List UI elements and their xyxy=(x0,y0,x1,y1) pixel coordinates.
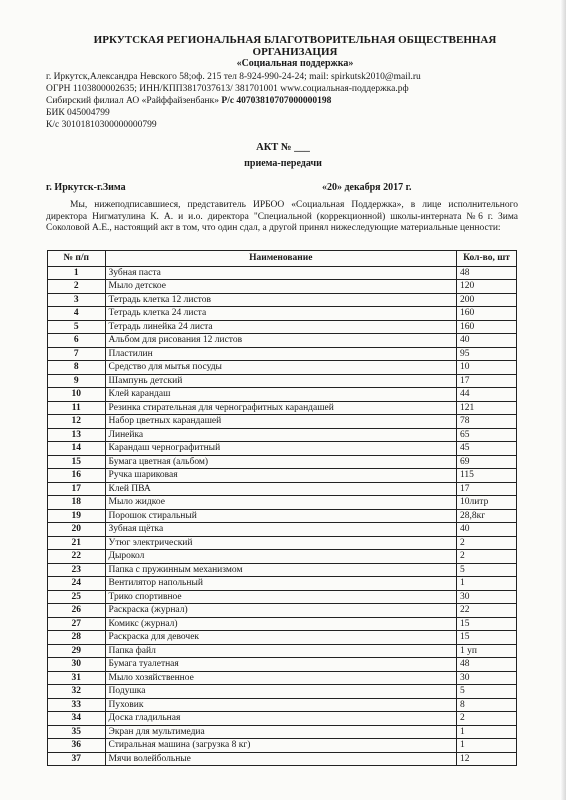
row-number: 3 xyxy=(48,293,106,307)
row-item-name: Клей ПВА xyxy=(105,482,456,496)
row-item-name: Пластилин xyxy=(105,347,456,361)
row-quantity: 45 xyxy=(456,442,516,456)
act-intro: Мы, нижеподписавшиеся, представитель ИРБОО «Социальная Поддержка», в лице исполнительного директора Нигматулина К. А. и и.о. директора "Специальной (коррекционной) школы-интерната №6 г. Зима Соколовой А.Е., настоящий акт в том, что один сдал, а другой принял нижеследующие материальные ценности: xyxy=(46,200,518,233)
act-subtitle: приема-передачи xyxy=(244,158,322,169)
row-item-name: Раскраска для девочек xyxy=(105,631,456,645)
row-quantity: 17 xyxy=(456,482,516,496)
row-number: 32 xyxy=(48,685,106,699)
row-item-name: Трико спортивное xyxy=(105,590,456,604)
org-name xyxy=(40,34,550,58)
row-quantity: 15 xyxy=(456,617,516,631)
row-item-name: Тетрадь клетка 24 листа xyxy=(105,307,456,321)
row-quantity: 40 xyxy=(456,523,516,537)
row-number: 11 xyxy=(48,401,106,415)
row-number: 5 xyxy=(48,320,106,334)
row-quantity: 22 xyxy=(456,604,516,618)
row-number: 26 xyxy=(48,604,106,618)
row-item-name: Линейка xyxy=(105,428,456,442)
act-date: «20» декабря 2017 г. xyxy=(322,182,412,193)
org-corr-account: К/с 30101810300000000799 xyxy=(46,120,157,130)
row-number: 36 xyxy=(48,739,106,753)
table-header-row xyxy=(48,251,517,267)
row-quantity: 1 xyxy=(456,739,516,753)
table-row xyxy=(48,658,517,672)
table-row xyxy=(48,482,517,496)
header-quantity: Кол-во, шт xyxy=(456,251,516,267)
row-item-name: Бумага туалетная xyxy=(105,658,456,672)
row-quantity: 2 xyxy=(456,712,516,726)
table-row xyxy=(48,401,517,415)
table-row xyxy=(48,442,517,456)
row-quantity: 40 xyxy=(456,334,516,348)
row-number: 31 xyxy=(48,671,106,685)
row-item-name: Утюг электрический xyxy=(105,536,456,550)
table-row xyxy=(48,523,517,537)
row-quantity: 5 xyxy=(456,685,516,699)
row-item-name: Папка файл xyxy=(105,644,456,658)
row-quantity: 17 xyxy=(456,374,516,388)
table-row xyxy=(48,725,517,739)
row-quantity: 65 xyxy=(456,428,516,442)
row-item-name: Экран для мультимедиа xyxy=(105,725,456,739)
org-bank xyxy=(46,96,331,107)
row-item-name: Комикс (журнал) xyxy=(105,617,456,631)
org-bik: БИК 045004799 xyxy=(46,108,110,118)
row-number: 9 xyxy=(48,374,106,388)
row-quantity: 2 xyxy=(456,550,516,564)
row-number: 16 xyxy=(48,469,106,483)
row-quantity: 48 xyxy=(456,266,516,280)
row-number: 37 xyxy=(48,752,106,766)
org-name-line1: ИРКУТСКАЯ РЕГИОНАЛЬНАЯ БЛАГОТВОРИТЕЛЬНАЯ ОБЩЕСТВЕННАЯ xyxy=(93,34,497,46)
row-item-name: Клей карандаш xyxy=(105,388,456,402)
row-item-name: Мячи волейбольные xyxy=(105,752,456,766)
act-city: г. Иркутск-г.Зима xyxy=(46,182,126,193)
row-quantity: 15 xyxy=(456,631,516,645)
table-row xyxy=(48,644,517,658)
row-number: 28 xyxy=(48,631,106,645)
row-number: 14 xyxy=(48,442,106,456)
table-row xyxy=(48,415,517,429)
row-quantity: 2 xyxy=(456,536,516,550)
row-item-name: Мыло детское xyxy=(105,280,456,294)
row-item-name: Доска гладильная xyxy=(105,712,456,726)
row-item-name: Тетрадь линейка 24 листа xyxy=(105,320,456,334)
table-row xyxy=(48,455,517,469)
row-quantity: 5 xyxy=(456,563,516,577)
org-subtitle: «Социальная поддержка» xyxy=(236,58,354,69)
row-number: 29 xyxy=(48,644,106,658)
row-item-name: Раскраска (журнал) xyxy=(105,604,456,618)
row-number: 19 xyxy=(48,509,106,523)
row-quantity: 48 xyxy=(456,658,516,672)
row-number: 6 xyxy=(48,334,106,348)
scan-edge xyxy=(560,0,566,800)
row-item-name: Карандаш чернографитный xyxy=(105,442,456,456)
row-item-name: Мыло хозяйственное xyxy=(105,671,456,685)
row-item-name: Ручка шариковая xyxy=(105,469,456,483)
row-number: 8 xyxy=(48,361,106,375)
table-row xyxy=(48,550,517,564)
row-quantity: 30 xyxy=(456,671,516,685)
row-quantity: 95 xyxy=(456,347,516,361)
row-item-name: Тетрадь клетка 12 листов xyxy=(105,293,456,307)
row-quantity: 160 xyxy=(456,320,516,334)
row-number: 24 xyxy=(48,577,106,591)
items-table-body xyxy=(48,266,517,766)
table-row xyxy=(48,374,517,388)
row-number: 17 xyxy=(48,482,106,496)
row-number: 12 xyxy=(48,415,106,429)
table-row xyxy=(48,617,517,631)
org-name-line2: ОРГАНИЗАЦИЯ xyxy=(252,46,338,58)
table-row xyxy=(48,536,517,550)
row-item-name: Набор цветных карандашей xyxy=(105,415,456,429)
row-quantity: 30 xyxy=(456,590,516,604)
row-number: 13 xyxy=(48,428,106,442)
row-item-name: Папка с пружинным механизмом xyxy=(105,563,456,577)
table-row xyxy=(48,428,517,442)
table-row xyxy=(48,361,517,375)
row-quantity: 1 xyxy=(456,577,516,591)
table-row xyxy=(48,509,517,523)
row-quantity: 69 xyxy=(456,455,516,469)
row-quantity: 1 уп xyxy=(456,644,516,658)
row-quantity: 200 xyxy=(456,293,516,307)
table-row xyxy=(48,563,517,577)
row-item-name: Резинка стирательная для чернографитных карандашей xyxy=(105,401,456,415)
bank-label: Сибирский филиал АО «Райффайзенбанк» xyxy=(46,96,220,106)
org-address: г. Иркутск,Александра Невского 58;оф. 215 тел 8-924-990-24-24; mail: spirkutsk2010@mail.ru xyxy=(46,72,421,82)
row-number: 25 xyxy=(48,590,106,604)
bank-account: Р/с 40703810707000000198 xyxy=(221,96,332,106)
table-row xyxy=(48,266,517,280)
row-item-name: Пуховик xyxy=(105,698,456,712)
row-number: 10 xyxy=(48,388,106,402)
table-row xyxy=(48,752,517,766)
row-item-name: Зубная паста xyxy=(105,266,456,280)
row-quantity: 115 xyxy=(456,469,516,483)
row-number: 23 xyxy=(48,563,106,577)
row-number: 34 xyxy=(48,712,106,726)
row-item-name: Средство для мытья посуды xyxy=(105,361,456,375)
table-row xyxy=(48,293,517,307)
table-row xyxy=(48,280,517,294)
row-number: 15 xyxy=(48,455,106,469)
table-row xyxy=(48,698,517,712)
table-row xyxy=(48,590,517,604)
row-item-name: Дырокол xyxy=(105,550,456,564)
table-row xyxy=(48,685,517,699)
row-item-name: Мыло жидкое xyxy=(105,496,456,510)
row-quantity: 1 xyxy=(456,725,516,739)
row-number: 1 xyxy=(48,266,106,280)
act-title: АКТ № ___ xyxy=(256,142,310,153)
row-number: 18 xyxy=(48,496,106,510)
row-quantity: 44 xyxy=(456,388,516,402)
row-quantity: 121 xyxy=(456,401,516,415)
row-item-name: Порошок стиральный xyxy=(105,509,456,523)
table-row xyxy=(48,739,517,753)
row-number: 33 xyxy=(48,698,106,712)
row-quantity: 12 xyxy=(456,752,516,766)
row-number: 35 xyxy=(48,725,106,739)
table-row xyxy=(48,307,517,321)
row-number: 27 xyxy=(48,617,106,631)
row-number: 4 xyxy=(48,307,106,321)
row-item-name: Стиральная машина (загрузка 8 кг) xyxy=(105,739,456,753)
row-number: 22 xyxy=(48,550,106,564)
org-ogrn: ОГРН 1103800002635; ИНН/КПП3817037613/ 381701001 www.социальная-поддержка.рф xyxy=(46,84,409,94)
table-row xyxy=(48,577,517,591)
row-quantity: 120 xyxy=(456,280,516,294)
row-item-name: Вентилятор напольный xyxy=(105,577,456,591)
header-number: № п/п xyxy=(48,251,106,267)
row-quantity: 10 xyxy=(456,361,516,375)
row-number: 7 xyxy=(48,347,106,361)
row-item-name: Подушка xyxy=(105,685,456,699)
row-item-name: Шампунь детский xyxy=(105,374,456,388)
table-row xyxy=(48,388,517,402)
row-number: 30 xyxy=(48,658,106,672)
table-row xyxy=(48,496,517,510)
table-row xyxy=(48,320,517,334)
table-row xyxy=(48,712,517,726)
row-item-name: Альбом для рисования 12 листов xyxy=(105,334,456,348)
table-row xyxy=(48,631,517,645)
table-row xyxy=(48,347,517,361)
table-row xyxy=(48,604,517,618)
row-quantity: 8 xyxy=(456,698,516,712)
row-item-name: Бумага цветная (альбом) xyxy=(105,455,456,469)
table-row xyxy=(48,469,517,483)
row-number: 21 xyxy=(48,536,106,550)
row-item-name: Зубная щётка xyxy=(105,523,456,537)
items-table xyxy=(47,250,517,766)
row-quantity: 160 xyxy=(456,307,516,321)
row-number: 20 xyxy=(48,523,106,537)
header-name: Наименование xyxy=(105,251,456,267)
row-number: 2 xyxy=(48,280,106,294)
row-quantity: 10литр xyxy=(456,496,516,510)
row-quantity: 28,8кг xyxy=(456,509,516,523)
table-row xyxy=(48,671,517,685)
table-row xyxy=(48,334,517,348)
row-quantity: 78 xyxy=(456,415,516,429)
